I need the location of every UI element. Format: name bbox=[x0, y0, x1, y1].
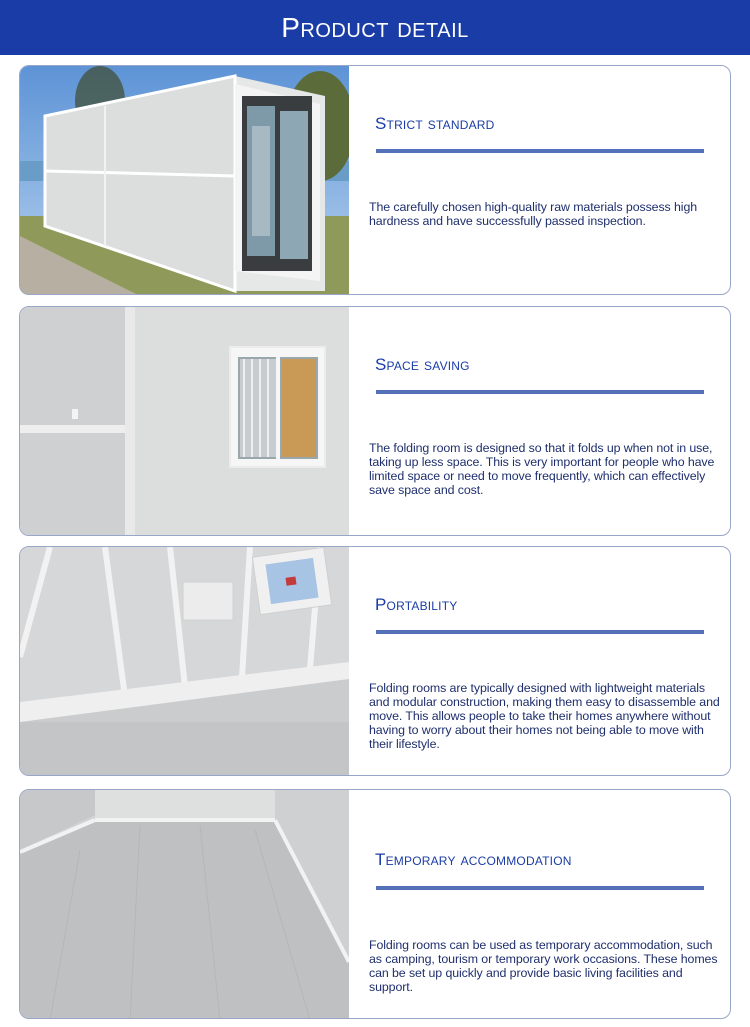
card-title: Temporary accommodation bbox=[375, 850, 572, 869]
title-divider bbox=[376, 886, 704, 890]
title-divider bbox=[376, 390, 704, 394]
card-title: Space saving bbox=[375, 355, 470, 374]
card-description: The carefully chosen high-quality raw materials possess high hardness and have successfully passed inspection. bbox=[369, 200, 698, 228]
section-title: Product detail bbox=[281, 11, 469, 43]
title-divider bbox=[376, 630, 704, 634]
feature-card-space-saving bbox=[19, 306, 731, 536]
card-description: The folding room is designed so that it folds up when not in use, taking up less space. This is very important for people who have limited space or need to move frequently, which can effectively save space and cost. bbox=[369, 441, 715, 497]
section-header bbox=[0, 0, 750, 55]
card-text bbox=[369, 547, 719, 775]
interior-window-photo bbox=[20, 307, 349, 535]
ceiling-electrical-photo bbox=[20, 547, 349, 775]
card-description: Folding rooms can be used as temporary accommodation, such as camping, tourism or temporary work occasions. These homes can be set up quickly and provide basic living facilities and support. bbox=[369, 938, 718, 994]
feature-card-temporary-accommodation bbox=[19, 789, 731, 1019]
card-text bbox=[369, 790, 719, 1018]
card-title: Strict standard bbox=[375, 114, 495, 133]
feature-card-strict-standard bbox=[19, 65, 731, 295]
empty-room-floor-photo bbox=[20, 790, 349, 1018]
card-text bbox=[369, 307, 719, 535]
card-text bbox=[369, 66, 719, 294]
card-title: Portability bbox=[375, 595, 458, 614]
card-description: Folding rooms are typically designed with lightweight materials and modular construction, making them easy to disassemble and move. This allows people to take their homes anywhere without having to worry about their homes not being able to move with their lifestyle. bbox=[369, 681, 720, 751]
container-house-exterior-photo bbox=[20, 66, 349, 294]
feature-card-portability bbox=[19, 546, 731, 776]
title-divider bbox=[376, 149, 704, 153]
